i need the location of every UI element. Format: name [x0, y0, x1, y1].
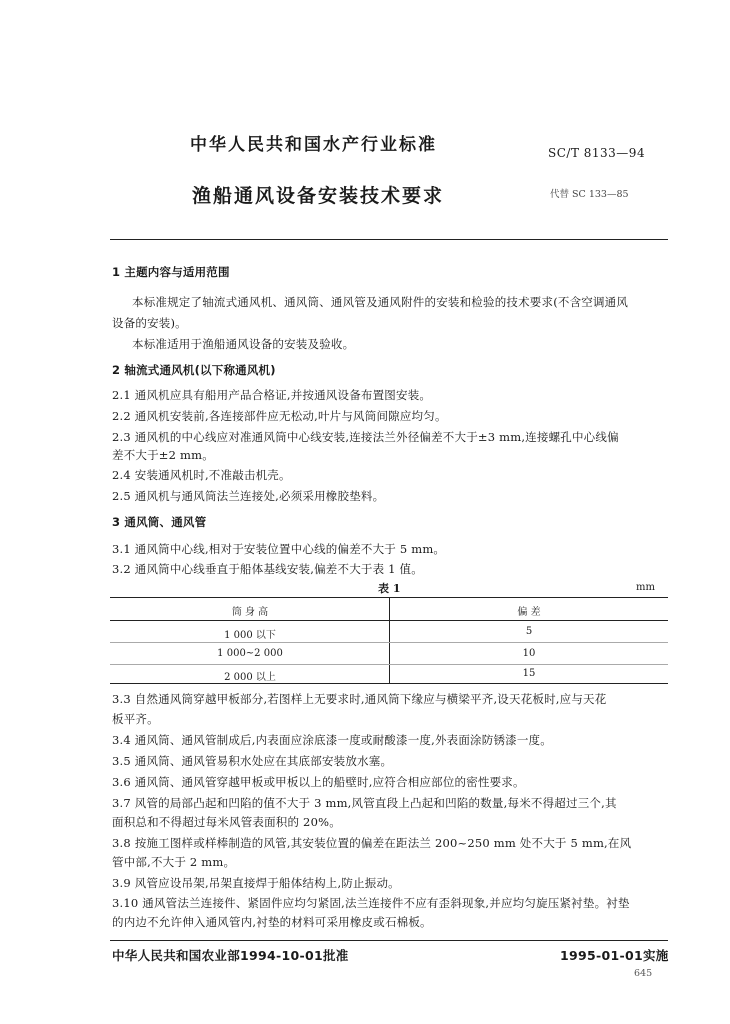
document-title: 渔船通风设备安装技术要求	[192, 185, 445, 207]
table-row-1-deviation: 5	[525, 626, 533, 637]
table-row-3-deviation: 15	[522, 668, 536, 679]
implementation-date: 1995-01-01实施	[560, 948, 669, 963]
clause-3-3b: 板平齐。	[112, 712, 159, 726]
section-1-paragraph-1a: 本标准规定了轴流式通风机、通风筒、通风管及通风附件的安装和检验的技术要求(不含空调通风	[132, 295, 629, 309]
clause-3-7a: 3.7 风管的局部凸起和凹陷的值不大于 3 mm,风管直段上凸起和凹陷的数量,每米不得超过三个,其	[112, 796, 617, 810]
org-title: 中华人民共和国水产行业标准	[190, 135, 437, 155]
section-1-paragraph-1b: 设备的安装)。	[112, 316, 187, 330]
clause-2-4: 2.4 安装通风机时,不准敲击机壳。	[112, 468, 291, 482]
table-header-height: 筒 身 高	[231, 607, 269, 618]
clause-3-3a: 3.3 自然通风筒穿越甲板部分,若图样上无要求时,通风筒下缘应与横梁平齐,设天花板时,应与天花	[112, 692, 607, 706]
section-3-heading: 3 通风筒、通风管	[112, 515, 207, 529]
table-row-3-height: 2 000 以上	[224, 672, 276, 683]
section-1-paragraph-2: 本标准适用于渔船通风设备的安装及验收。	[132, 337, 355, 351]
clause-2-5: 2.5 通风机与通风筒法兰连接处,必须采用橡胶垫料。	[112, 489, 385, 503]
table-row-rule	[110, 664, 668, 665]
clause-3-6: 3.6 通风筒、通风管穿越甲板或甲板以上的船壁时,应符合相应部位的密性要求。	[112, 775, 525, 789]
page-number: 645	[634, 968, 653, 979]
clause-3-10b: 的内边不允许伸入通风管内,衬垫的材料可采用橡皮或石棉板。	[112, 915, 432, 929]
clause-3-4: 3.4 通风筒、通风管制成后,内表面应涂底漆一度或耐酸漆一度,外表面涂防锈漆一度。	[112, 733, 552, 747]
approval-line: 中华人民共和国农业部1994-10-01批准	[112, 948, 349, 963]
clause-3-5: 3.5 通风筒、通风管易积水处应在其底部安装放水塞。	[112, 754, 393, 768]
clause-3-2: 3.2 通风筒中心线垂直于船体基线安装,偏差不大于表 1 值。	[112, 562, 423, 576]
clause-3-7b: 面积总和不得超过每米风管表面积的 20%。	[112, 815, 341, 829]
clause-3-8a: 3.8 按施工图样或样棒制造的风管,其安装位置的偏差在距法兰 200~250 mm 处不大于 5 mm,在风	[112, 836, 632, 850]
clause-2-3b: 差不大于±2 mm。	[112, 448, 214, 462]
clause-2-3a: 2.3 通风机的中心线应对准通风筒中心线安装,连接法兰外径偏差不大于±3 mm,连接螺孔中心线偏	[112, 430, 619, 444]
table-row-1-height: 1 000 以下	[224, 630, 276, 641]
section-2-heading: 2 轴流式通风机(以下称通风机)	[112, 363, 276, 377]
table-row-2-height: 1 000~2 000	[217, 648, 283, 659]
clause-2-1: 2.1 通风机应具有船用产品合格证,并按通风设备布置图安装。	[112, 388, 432, 402]
clause-2-2: 2.2 通风机安装前,各连接部件应无松动,叶片与风筒间隙应均匀。	[112, 409, 447, 423]
footer-rule	[110, 940, 668, 941]
table-bottom-rule	[110, 683, 668, 684]
standard-number: SC/T 8133—94	[548, 146, 646, 160]
section-1-heading: 1 主题内容与适用范围	[112, 265, 230, 279]
table-header-deviation: 偏 差	[517, 607, 541, 618]
clause-3-10a: 3.10 通风管法兰连接件、紧固件应均匀紧固,法兰连接件不应有歪斜现象,并应均匀旋压紧衬垫。衬垫	[112, 896, 630, 910]
table-unit: mm	[636, 582, 655, 593]
clause-3-1: 3.1 通风筒中心线,相对于安装位置中心线的偏差不大于 5 mm。	[112, 542, 446, 556]
table-row-2-deviation: 10	[522, 648, 536, 659]
table-caption: 表 1	[378, 582, 401, 595]
clause-3-8b: 管中部,不大于 2 mm。	[112, 855, 236, 869]
replaces-note: 代替 SC 133—85	[550, 189, 629, 200]
table-row-rule	[110, 642, 668, 643]
clause-3-9: 3.9 风管应设吊架,吊架直接焊于船体结构上,防止振动。	[112, 876, 400, 890]
header-rule	[110, 239, 668, 240]
